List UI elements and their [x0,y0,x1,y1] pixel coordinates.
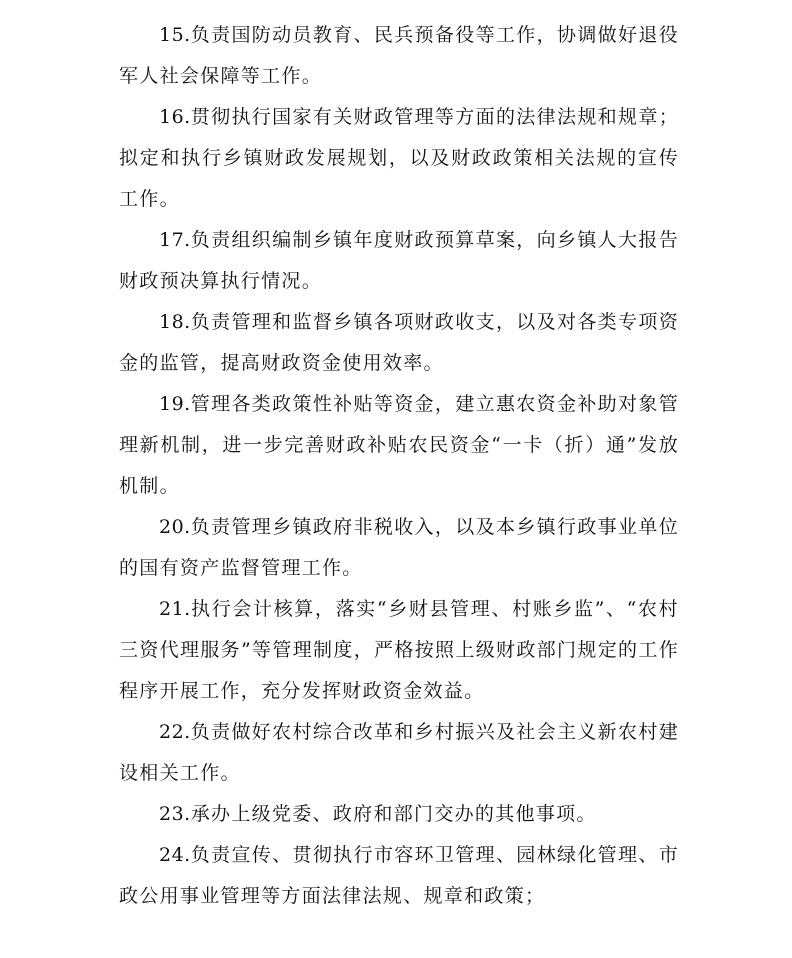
paragraph-number: 21. [159,598,191,620]
paragraph-text: 负责做好农村综合改革和乡村振兴及社会主义新农村建设相关工作。 [119,721,679,784]
paragraph-20 [119,507,679,589]
paragraph-text: 负责组织编制乡镇年度财政预算草案，向乡镇人大报告财政预决算执行情况。 [119,229,679,292]
paragraph-text: 负责宣传、贯彻执行市容环卫管理、园林绿化管理、市政公用事业管理等方面法律法规、规章和政策； [119,844,679,907]
paragraph-23 [119,794,679,835]
paragraph-text: 贯彻执行国家有关财政管理等方面的法律法规和规章；拟定和执行乡镇财政发展规划，以及财政政策相关法规的宣传工作。 [119,106,679,210]
paragraph-number: 20. [159,516,191,538]
paragraph-number: 18. [159,311,191,333]
paragraph-16 [119,97,679,220]
paragraph-number: 23. [159,803,191,825]
document-body [119,15,679,917]
paragraph-21 [119,589,679,712]
paragraph-text: 负责管理乡镇政府非税收入，以及本乡镇行政事业单位的国有资产监督管理工作。 [119,516,679,579]
paragraph-number: 15. [159,24,191,46]
paragraph-number: 24. [159,844,191,866]
paragraph-text: 承办上级党委、政府和部门交办的其他事项。 [190,803,597,825]
paragraph-number: 19. [159,393,191,415]
paragraph-text: 执行会计核算，落实“乡财县管理、村账乡监”、“农村三资代理服务”等管理制度，严格按照上级财政部门规定的工作程序开展工作，充分发挥财政资金效益。 [119,598,679,702]
paragraph-text: 负责国防动员教育、民兵预备役等工作，协调做好退役军人社会保障等工作。 [119,24,679,87]
paragraph-number: 22. [159,721,191,743]
paragraph-19 [119,384,679,507]
paragraph-18 [119,302,679,384]
paragraph-24 [119,835,679,917]
paragraph-text: 负责管理和监督乡镇各项财政收支，以及对各类专项资金的监管，提高财政资金使用效率。 [119,311,679,374]
paragraph-15 [119,15,679,97]
paragraph-22 [119,712,679,794]
paragraph-number: 16. [159,106,191,128]
paragraph-17 [119,220,679,302]
paragraph-text: 管理各类政策性补贴等资金，建立惠农资金补助对象管理新机制，进一步完善财政补贴农民资金“一卡（折）通”发放机制。 [119,393,679,497]
paragraph-number: 17. [159,229,191,251]
